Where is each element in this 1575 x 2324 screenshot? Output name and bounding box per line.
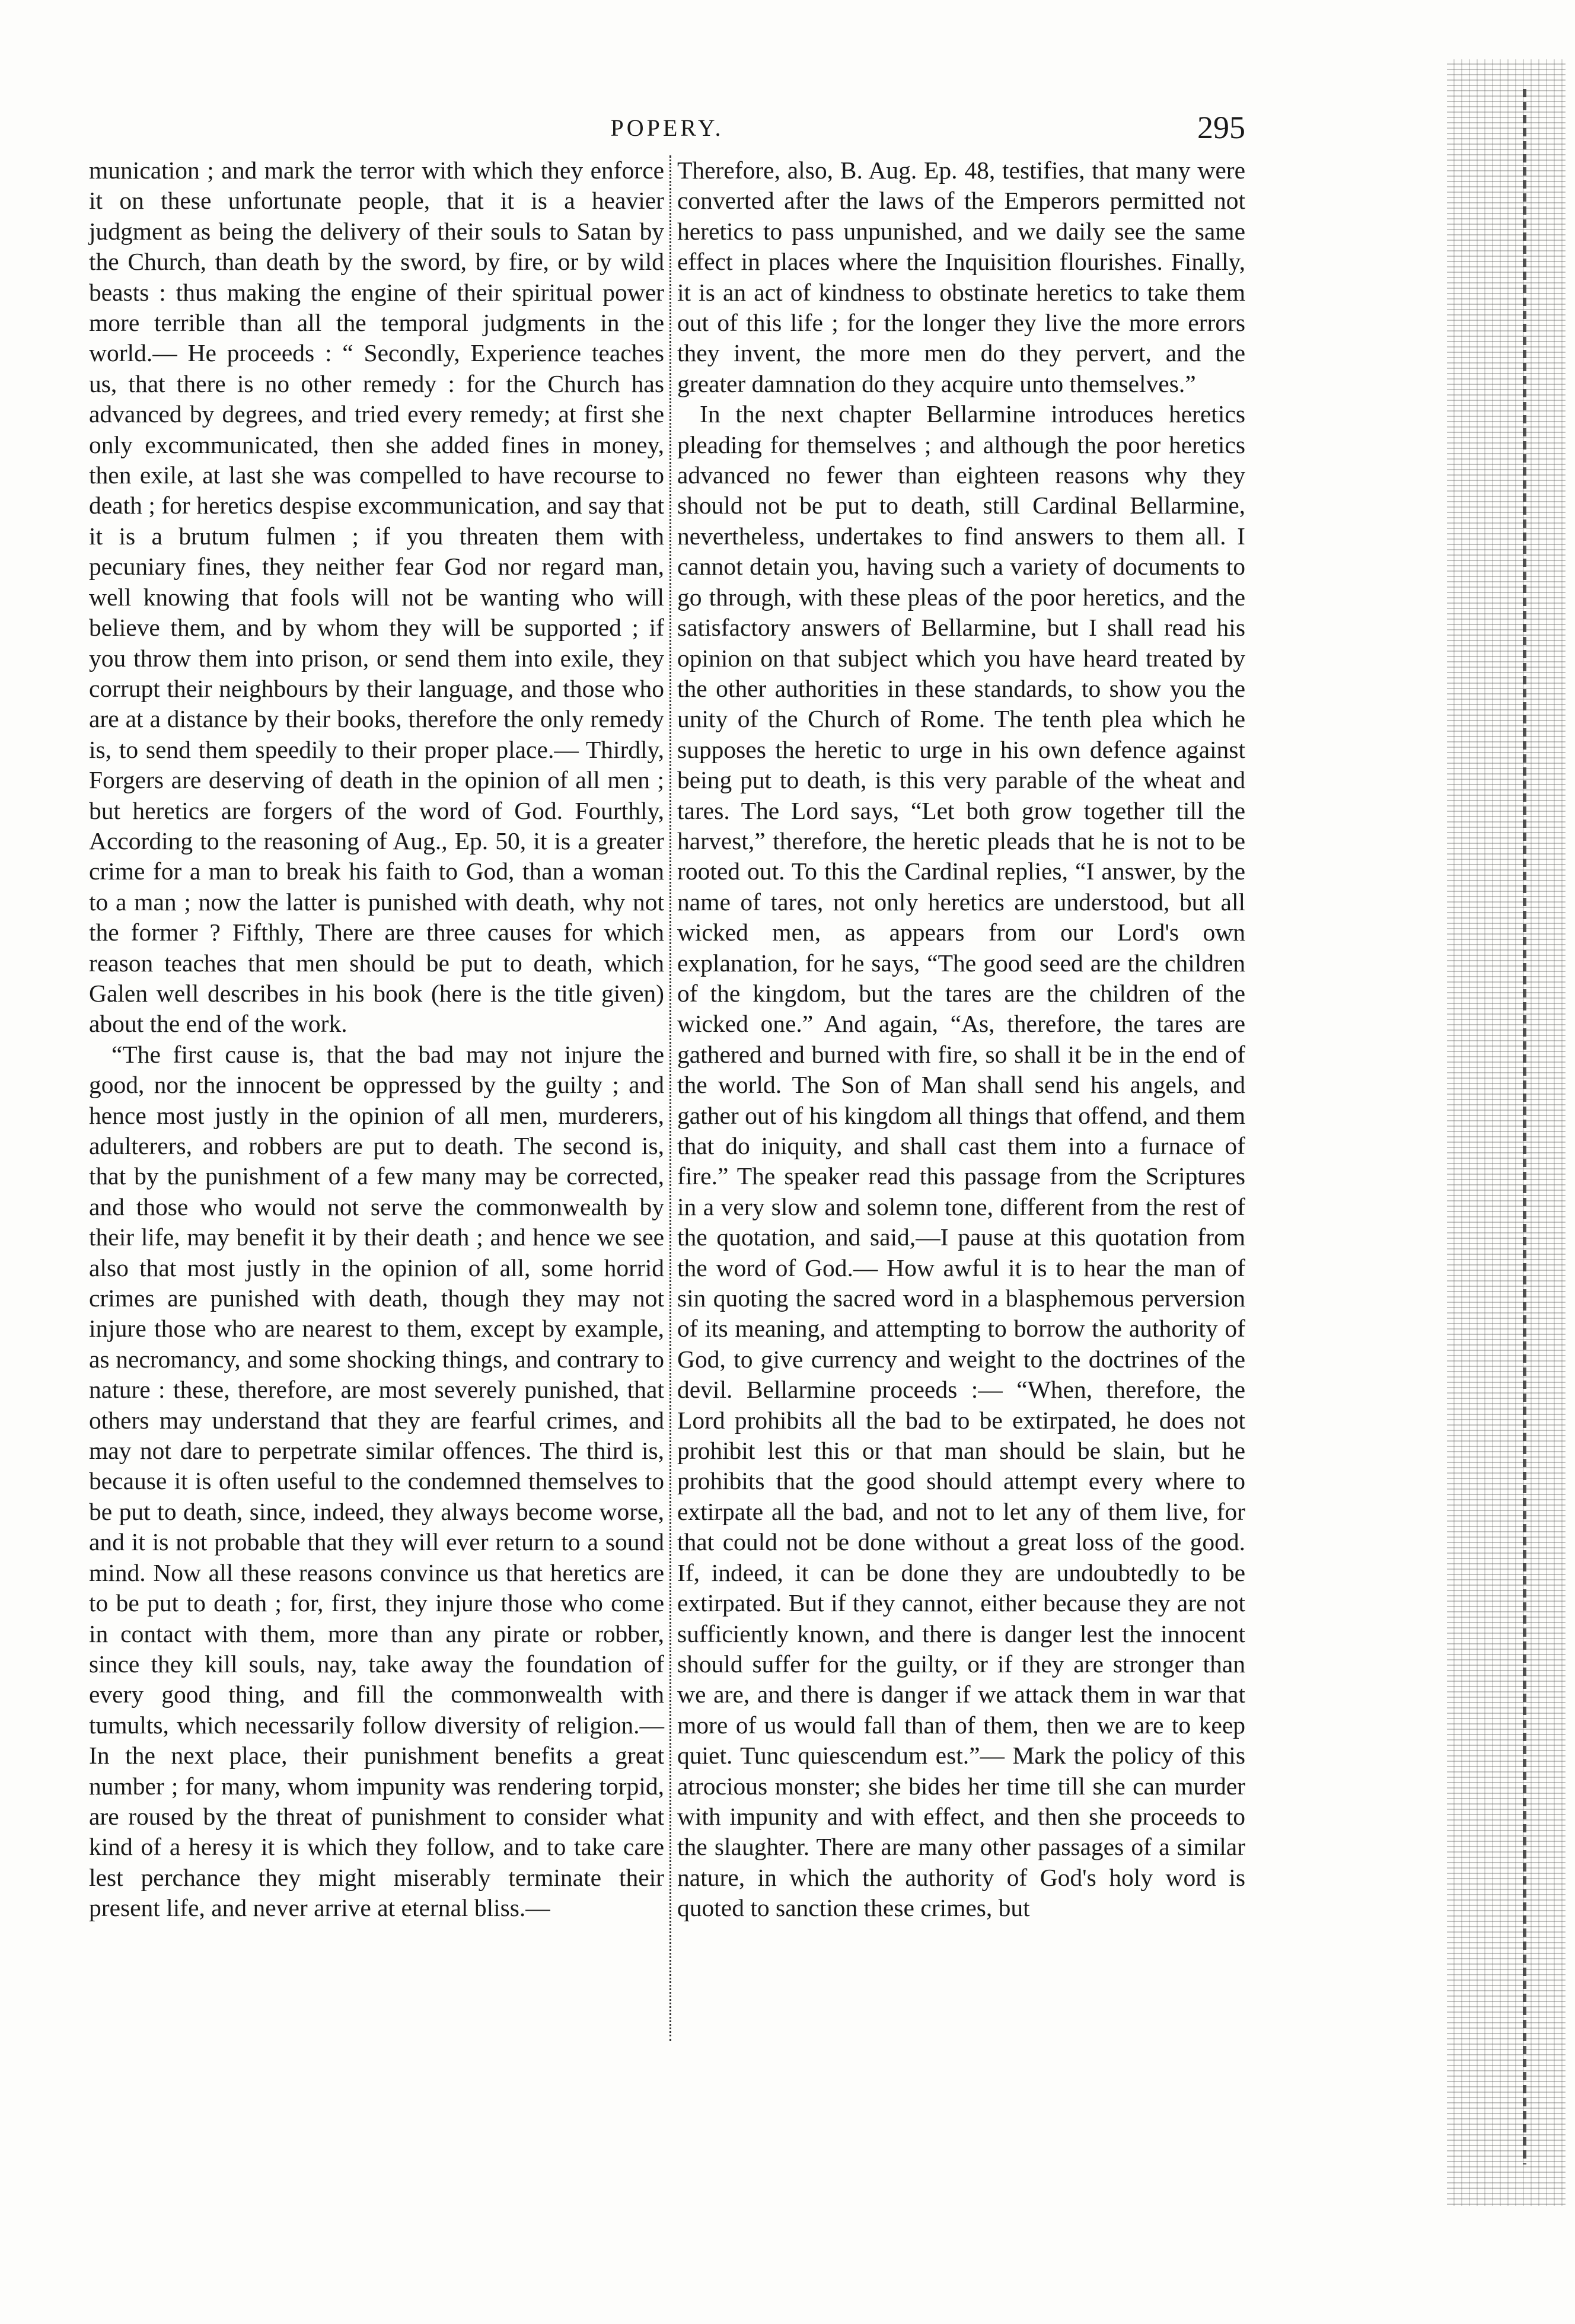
binding-stitch-artifact	[1523, 89, 1526, 2164]
binding-edge-artifact	[1447, 59, 1566, 2206]
running-head	[89, 111, 1245, 147]
right-column	[677, 155, 1245, 1924]
page-number: 295	[1197, 110, 1245, 145]
right-paragraph-2: In the next chapter Bellarmine introduces heretics pleading for themselves ; and although the poor heretics advanced no fewer than eighteen reasons why they should not be put to death, still Cardinal Bellarmine, nevertheless, undertakes to find answers to them all. I cannot detain you, having such a variety of documents to go through, with these pleas of the poor heretics, and the satisfactory answers of Bellarmine, but I shall read his opinion on that subject which you have heard treated by the other authorities in these standards, to show you the unity of the Church of Rome. The tenth plea which he supposes the heretic to urge in his own defence against being put to death, is this very parable of the wheat and tares. The Lord says, “Let both grow together till the harvest,” therefore, the heretic pleads that he is not to be rooted out. To this the Cardinal replies, “I answer, by the name of tares, not only heretics are understood, but all wicked men, as appears from our Lord's own explanation, for he says, “The good seed are the children of the kingdom, but the tares are the children of the wicked one.” And again, “As, therefore, the tares are gathered and burned with fire, so shall it be in the end of the world. The Son of Man shall send his angels, and gather out of his kingdom all things that offend, and them that do iniquity, and shall cast them into a furnace of fire.” The speaker read this passage from the Scriptures in a very slow and solemn tone, different from the rest of the quotation, and said,—I pause at this quotation from the word of God.— How awful it is to hear the man of sin quoting the sacred word in a blasphemous perversion of its meaning, and attempting to borrow the authority of God, to give currency and weight to the doctrines of the devil. Bellarmine proceeds :— “When, therefore, the Lord prohibits all the bad to be extirpated, he does not prohibit lest this or that man should be slain, but he prohibits that the good should attempt every where to extirpate all the bad, and not to let any of them live, for that could not be done without a great loss of the good. If, indeed, it can be done they are undoubtedly to be extirpated. But if they cannot, either because they are not sufficiently known, and there is danger lest the innocent should suffer for the guilty, or if they are stronger than we are, and there is danger if we attack them in war that more of us would fall than of them, then we are to keep quiet. Tunc quiescendum est.”— Mark the policy of this atrocious monster; she bides her time till she can murder with impunity and with effect, and then she proceeds to the slaughter. There are many other passages of a similar nature, in which the authority of God's holy word is quoted to sanction these crimes, but	[677, 400, 1245, 1922]
left-column	[89, 155, 664, 1924]
running-title: POPERY.	[610, 114, 724, 141]
left-paragraph-2: “The first cause is, that the bad may not injure the good, nor the innocent be oppressed by the guilty ; and hence most justly in the opinion of all men, murderers, adulterers, and robbers are put to death. The second is, that by the punishment of a few many may be corrected, and those who would not serve the commonwealth by their life, may benefit it by their death ; and hence we see also that most justly in the opinion of all, some horrid crimes are punished with death, though they may not injure those who are nearest to them, except by example, as necromancy, and some shocking things, and contrary to nature : these, therefore, are most severely punished, that others may understand that they are fearful crimes, and may not dare to perpetrate similar offences. The third is, because it is often useful to the condemned themselves to be put to death, since, indeed, they always become worse, and it is not probable that they will ever return to a sound mind. Now all these reasons convince us that heretics are to be put to death ; for, first, they injure those who come in contact with them, more than any pirate or robber, since they kill souls, nay, take away the foundation of every good thing, and fill the commonwealth with tumults, which necessarily follow diversity of religion.— In the next place, their punishment benefits a great number ; for many, whom impunity was rendering torpid, are roused by the threat of punishment to consider what kind of a heresy it is which they follow, and to take care lest perchance they might miserably terminate their present life, and never arrive at eternal bliss.—	[89, 1040, 664, 1922]
left-paragraph-1: munication ; and mark the terror with which they enforce it on these unfortunate people, that it is a heavier judgment as being the delivery of their souls to Satan by the Church, than death by the sword, by fire, or by wild beasts : thus making the engine of their spiritual power more terrible than all the temporal judgments in the world.— He proceeds : “ Secondly, Experience teaches us, that there is no other remedy : for the Church has advanced by degrees, and tried every remedy; at first she only excommunicated, then she added fines in money, then exile, at last she was compelled to have recourse to death ; for heretics despise excommunication, and say that it is a brutum fulmen ; if you threaten them with pecuniary fines, they neither fear God nor regard man, well knowing that fools will not be wanting who will believe them, and by whom they will be supported ; if you throw them into prison, or send them into exile, they corrupt their neighbours by their language, and those who are at a distance by their books, therefore the only remedy is, to send them speedily to their proper place.— Thirdly, Forgers are deserving of death in the opinion of all men ; but heretics are forgers of the word of God. Fourthly, According to the reasoning of Aug., Ep. 50, it is a greater crime for a man to break his faith to God, than a woman to a man ; now the latter is punished with death, why not the former ? Fifthly, There are three causes for which reason teaches that men should be put to death, which Galen well describes in his book (here is the title given) about the end of the work.	[89, 157, 664, 1038]
column-divider	[669, 155, 671, 2041]
right-paragraph-1: Therefore, also, B. Aug. Ep. 48, testifies, that many were converted after the laws of the Emperors permitted not heretics to pass unpunished, and we daily see the same effect in places where the Inquisition flourishes. Finally, it is an act of kindness to obstinate heretics to take them out of this life ; for the longer they live the more errors they invent, the more men do they pervert, and the greater damnation do they acquire unto themselves.”	[677, 157, 1245, 397]
